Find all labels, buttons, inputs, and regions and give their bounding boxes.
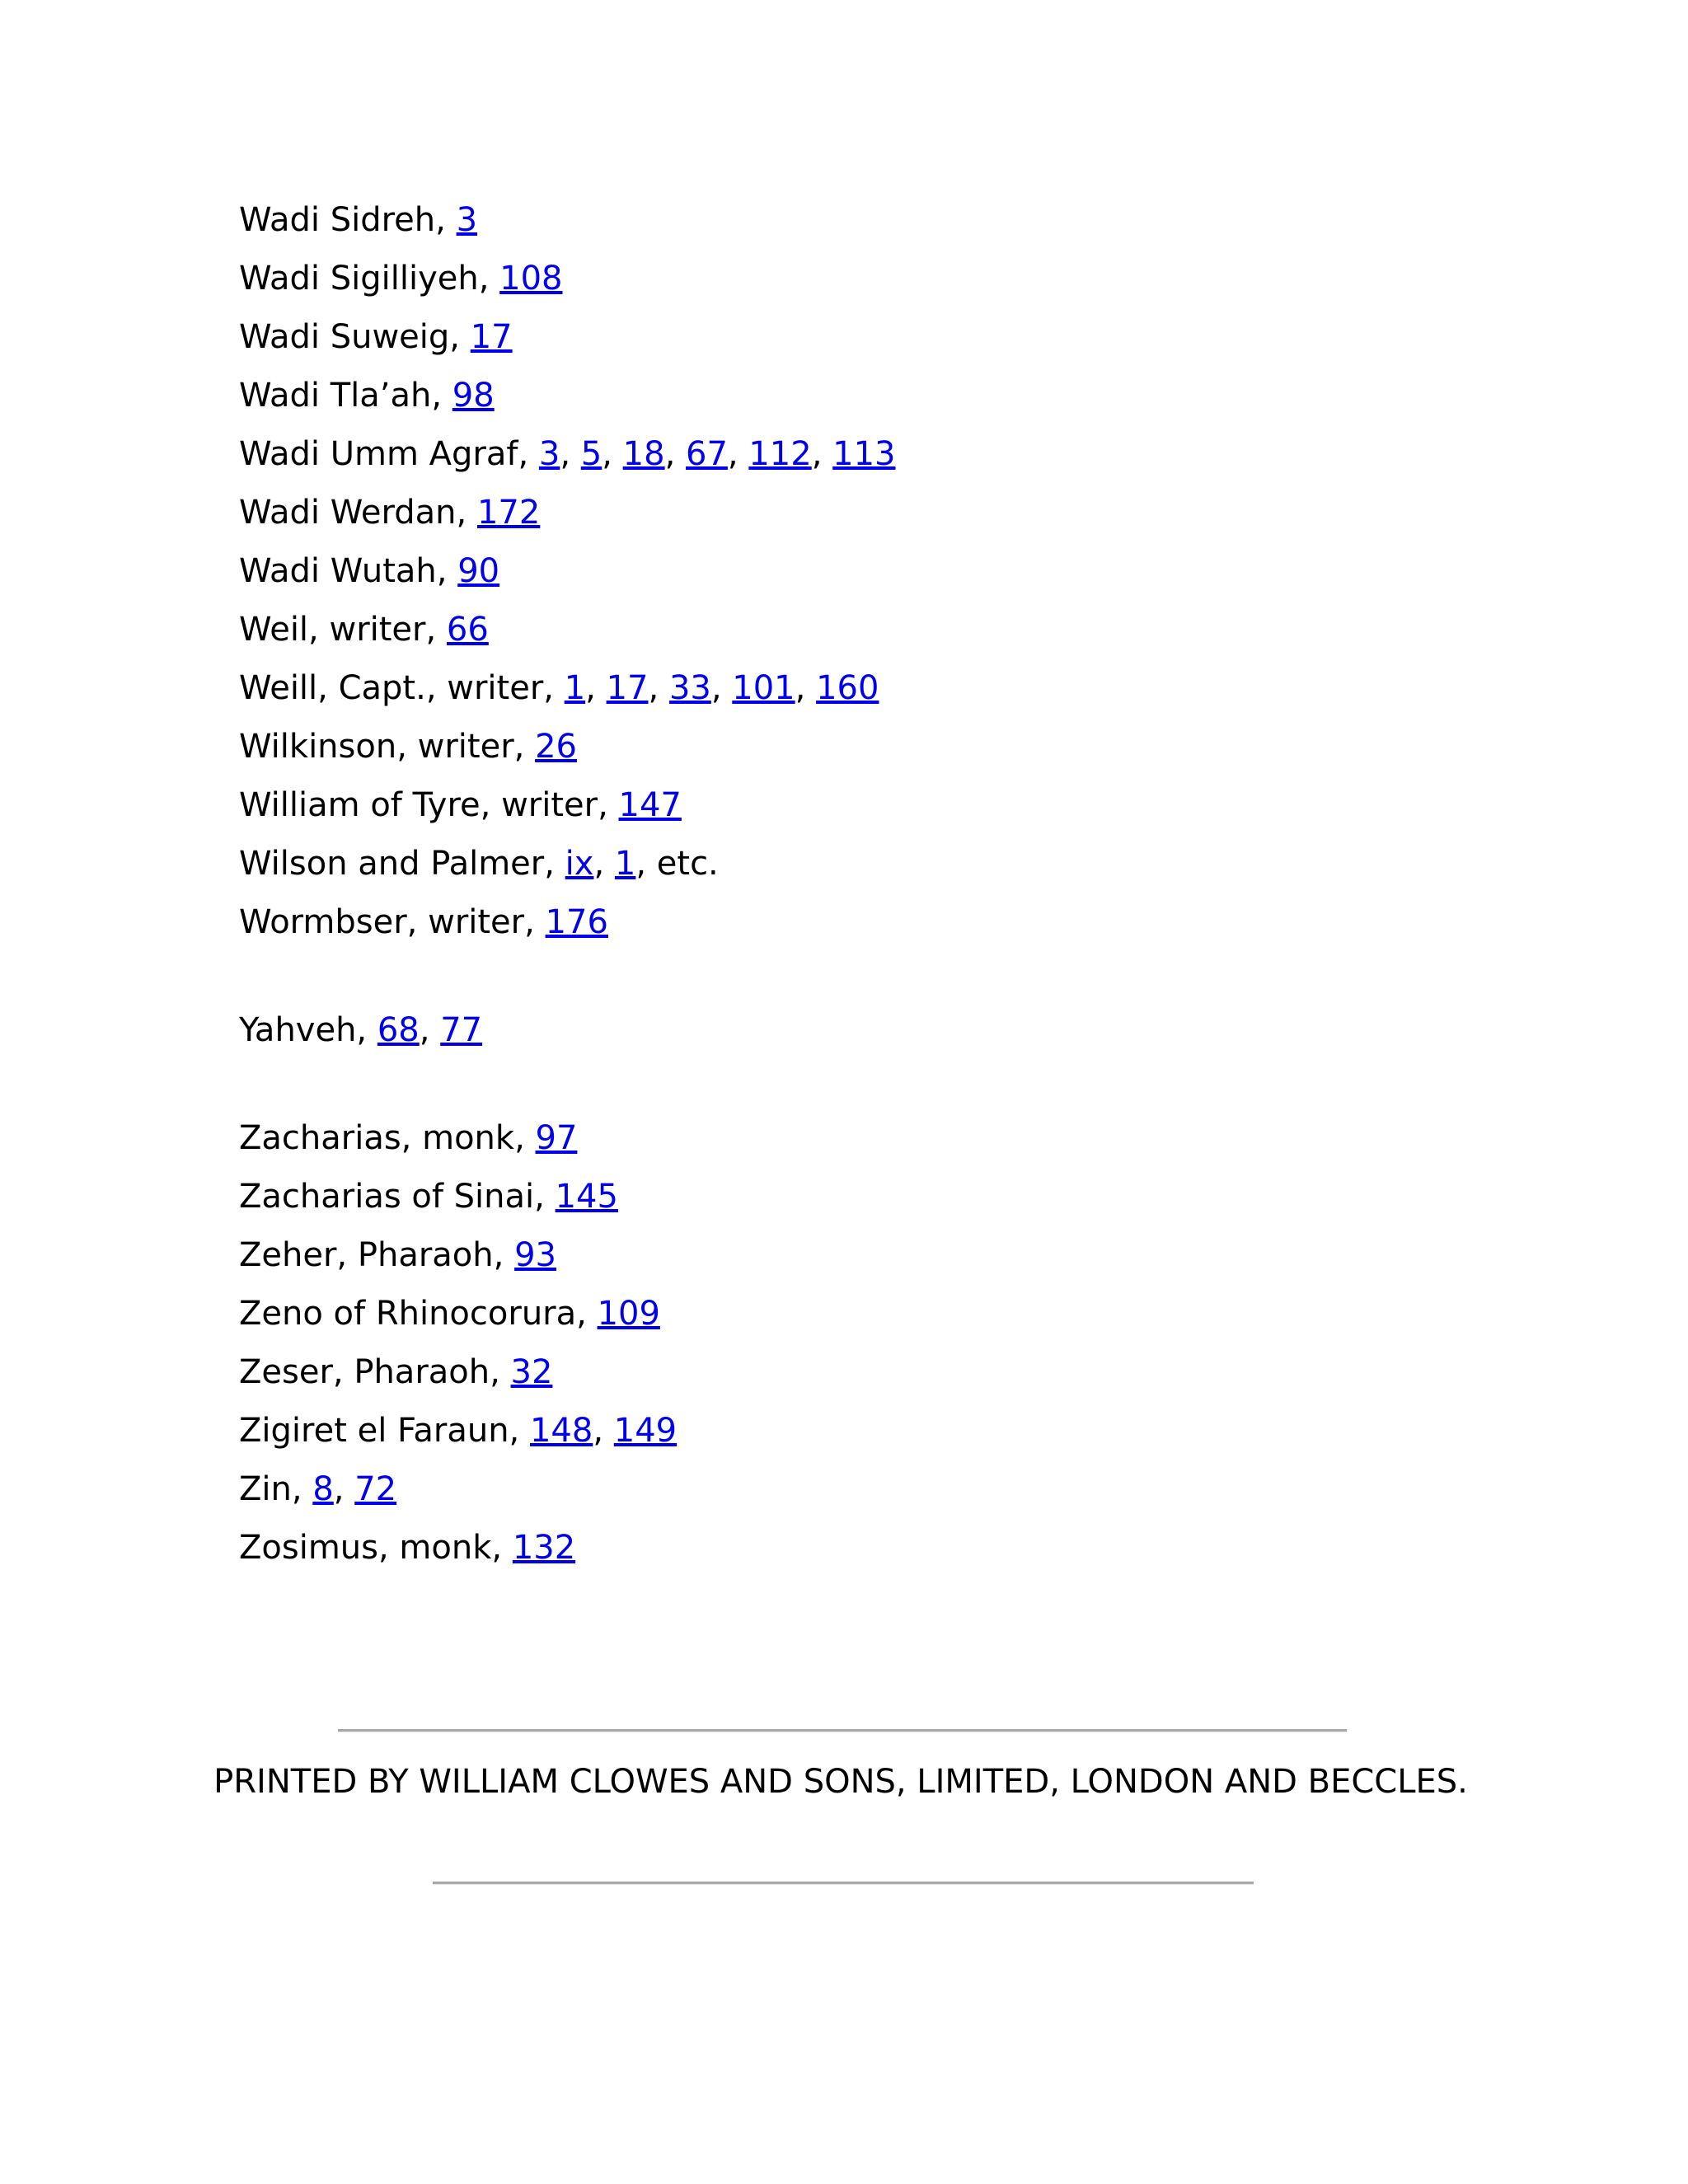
index-entry-name: Wadi Tla’ah (239, 377, 432, 415)
index-entry-name: Zeher, Pharaoh (239, 1236, 494, 1274)
index-entry-name: Weil, writer (239, 611, 426, 649)
index-entry-name: Zosimus, monk (239, 1529, 492, 1567)
index-entry-name: William of Tyre, writer (239, 786, 598, 824)
page-link[interactable]: 148 (529, 1412, 593, 1450)
index-entry-name: Weill, Capt., writer (239, 669, 544, 707)
index-entry: William of Tyre, writer, 147 (239, 786, 682, 824)
index-group (239, 1109, 1475, 1577)
index-entry-name: Zin (239, 1470, 292, 1508)
index-entry-name: Zeser, Pharaoh (239, 1353, 490, 1391)
index-entry-name: Wadi Sigilliyeh (239, 260, 479, 298)
index-entry: Yahveh, 68, 77 (239, 1011, 483, 1049)
index-group (239, 1001, 1475, 1060)
page-link[interactable]: 17 (470, 318, 513, 356)
page-link[interactable]: 109 (597, 1295, 660, 1333)
index-entry-name: Yahveh (239, 1011, 357, 1049)
index-entry: Zeser, Pharaoh, 32 (239, 1353, 553, 1391)
index-entry: Zacharias of Sinai, 145 (239, 1178, 618, 1216)
page-link[interactable]: 98 (452, 377, 495, 415)
index-entry: Weil, writer, 66 (239, 611, 489, 649)
horizontal-rule-bottom (433, 1882, 1254, 1885)
page-link[interactable]: 160 (816, 669, 879, 707)
index-entry-name: Zacharias, monk (239, 1119, 515, 1157)
index-entry: Zeno of Rhinocorura, 109 (239, 1295, 660, 1333)
index-entry-name: Wadi Wutah (239, 552, 437, 590)
page-link[interactable]: 26 (535, 728, 577, 766)
page-link[interactable]: 3 (456, 201, 478, 239)
index-list (239, 191, 1475, 1577)
page-link[interactable]: 1 (614, 845, 636, 883)
printer-colophon: PRINTED BY WILLIAM CLOWES AND SONS, LIMITED, LONDON AND BECCLES. (213, 1763, 1468, 1801)
page-link[interactable]: 97 (535, 1119, 578, 1157)
page-link[interactable]: 147 (618, 786, 682, 824)
page-link[interactable]: 17 (606, 669, 649, 707)
page-link[interactable]: 176 (545, 903, 608, 941)
index-entry: Wadi Tla’ah, 98 (239, 377, 495, 415)
index-entry-name: Zacharias of Sinai (239, 1178, 535, 1216)
index-entry-name: Wadi Sidreh (239, 201, 436, 239)
page-link[interactable]: 66 (446, 611, 489, 649)
page-link[interactable]: 68 (377, 1011, 420, 1049)
page-link[interactable]: 112 (748, 435, 812, 473)
index-entry: Wadi Sidreh, 3 (239, 201, 478, 239)
page-link[interactable]: 5 (580, 435, 603, 473)
page-link[interactable]: 33 (668, 669, 711, 707)
index-entry: Wormbser, writer, 176 (239, 903, 608, 941)
index-entry: Zigiret el Faraun, 148, 149 (239, 1412, 678, 1450)
page-link[interactable]: 108 (499, 260, 563, 298)
page-link[interactable]: 72 (354, 1470, 397, 1508)
index-entry: Zacharias, monk, 97 (239, 1119, 578, 1157)
horizontal-rule-top (338, 1729, 1347, 1732)
index-entry-name: Zigiret el Faraun (239, 1412, 509, 1450)
index-entry-name: Wilson and Palmer (239, 845, 545, 883)
index-entry: Wilkinson, writer, 26 (239, 728, 577, 766)
index-entry: Wilson and Palmer, ix, 1, etc. (239, 845, 719, 883)
page-link[interactable]: 3 (538, 435, 560, 473)
index-entry: Wadi Wutah, 90 (239, 552, 500, 590)
index-entry-name: Wadi Suweig (239, 318, 450, 356)
index-entry-name: Wadi Werdan (239, 494, 457, 532)
index-entry-name: Wadi Umm Agraf (239, 435, 518, 473)
page-link[interactable]: 132 (512, 1529, 576, 1567)
page-link[interactable]: 113 (832, 435, 896, 473)
index-entry: Zeher, Pharaoh, 93 (239, 1236, 556, 1274)
index-entry: Zosimus, monk, 132 (239, 1529, 576, 1567)
index-entry: Weill, Capt., writer, 1, 17, 33, 101, 160 (239, 669, 879, 707)
index-entry: Wadi Suweig, 17 (239, 318, 513, 356)
index-group (239, 191, 1475, 952)
page-link[interactable]: 145 (555, 1178, 618, 1216)
page-link[interactable]: 90 (457, 552, 500, 590)
index-entry-suffix: , etc. (635, 845, 719, 883)
page-link[interactable]: 101 (732, 669, 795, 707)
page-link[interactable]: 93 (514, 1236, 556, 1274)
page-link[interactable]: ix (565, 845, 594, 883)
page-link[interactable]: 77 (440, 1011, 483, 1049)
page-link[interactable]: 67 (686, 435, 728, 473)
index-entry: Wadi Sigilliyeh, 108 (239, 260, 563, 298)
index-entry: Wadi Werdan, 172 (239, 494, 541, 532)
index-entry: Zin, 8, 72 (239, 1470, 397, 1508)
page-link[interactable]: 1 (564, 669, 586, 707)
page-link[interactable]: 8 (312, 1470, 334, 1508)
page-link[interactable]: 149 (613, 1412, 678, 1450)
page-link[interactable]: 172 (476, 494, 541, 532)
index-entry-name: Wilkinson, writer (239, 728, 514, 766)
index-entry-name: Wormbser, writer (239, 903, 525, 941)
index-entry-name: Zeno of Rhinocorura (239, 1295, 577, 1333)
page-link[interactable]: 32 (510, 1353, 553, 1391)
page-link[interactable]: 18 (622, 435, 665, 473)
index-entry: Wadi Umm Agraf, 3, 5, 18, 67, 112, 113 (239, 435, 896, 473)
